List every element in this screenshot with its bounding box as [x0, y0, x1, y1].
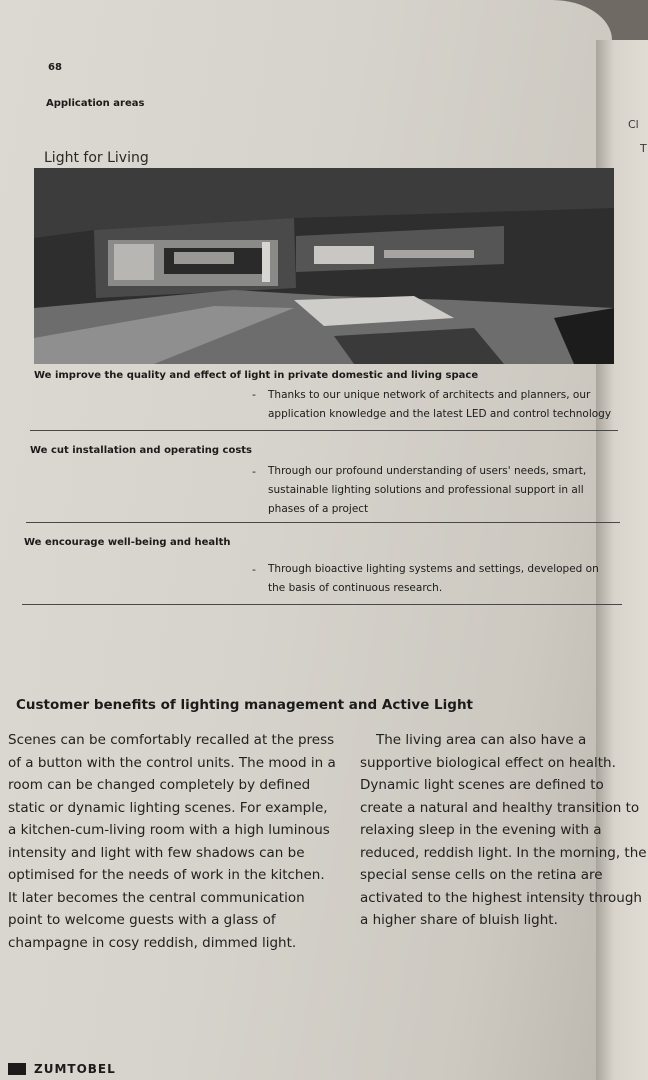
benefit-2-dash: - [252, 465, 256, 478]
page-number: 68 [48, 62, 62, 73]
divider-3 [22, 604, 622, 605]
benefit-2-text: Through our profound understanding of users' needs, smart, sustainable lighting solutions and professional support in all phases of a project [268, 465, 587, 515]
interior-photo-graphic [34, 168, 614, 364]
benefit-3-text: Through bioactive lighting systems and settings, developed on the basis of continuous research. [268, 563, 599, 594]
benefit-2-title: We cut installation and operating costs [30, 445, 253, 456]
brand-logo-text: ZUMTOBEL [34, 1062, 116, 1076]
customer-benefits-heading: Customer benefits of lighting management and Active Light [16, 697, 474, 713]
next-page-fragment-1: Cl [628, 118, 639, 131]
interior-photo [34, 168, 614, 364]
brand-logo [8, 1062, 116, 1076]
benefit-1-text: Thanks to our unique network of architects and planners, our application knowledge and the latest LED and control technology [268, 389, 612, 420]
section-title: Application areas [46, 98, 145, 109]
page-heading: Light for Living [44, 150, 149, 166]
benefit-3-dash: - [252, 563, 256, 576]
benefit-1-title: We improve the quality and effect of light in private domestic and living space [34, 370, 479, 381]
body-column-left: Scenes can be comfortably recalled at the press of a button with the control units. The mood in a room can be changed completely by defined static or dynamic lighting scenes. For example, a kitchen-cum-living room with a high luminous intensity and light with few shadows can be optimised for the needs of work in the kitchen. It later becomes the central communication point to welcome guests with a glass of champagne in cosy reddish, dimmed light. [8, 732, 336, 951]
divider-2 [26, 522, 620, 523]
body-column-right: The living area can also have a supportive biological effect on health. Dynamic light scenes are defined to create a natural and healthy transition to relaxing sleep in the evening with a reduced, reddish light. In the morning, the special sense cells on the retina are activated to the highest intensity through a higher share of bluish light. [360, 732, 647, 928]
benefit-3-title: We encourage well-being and health [24, 537, 231, 548]
benefit-1-dash: - [252, 388, 256, 401]
next-page-fragment-2: T [640, 142, 647, 155]
logo-mark-icon [8, 1063, 26, 1075]
divider-1 [30, 430, 618, 431]
